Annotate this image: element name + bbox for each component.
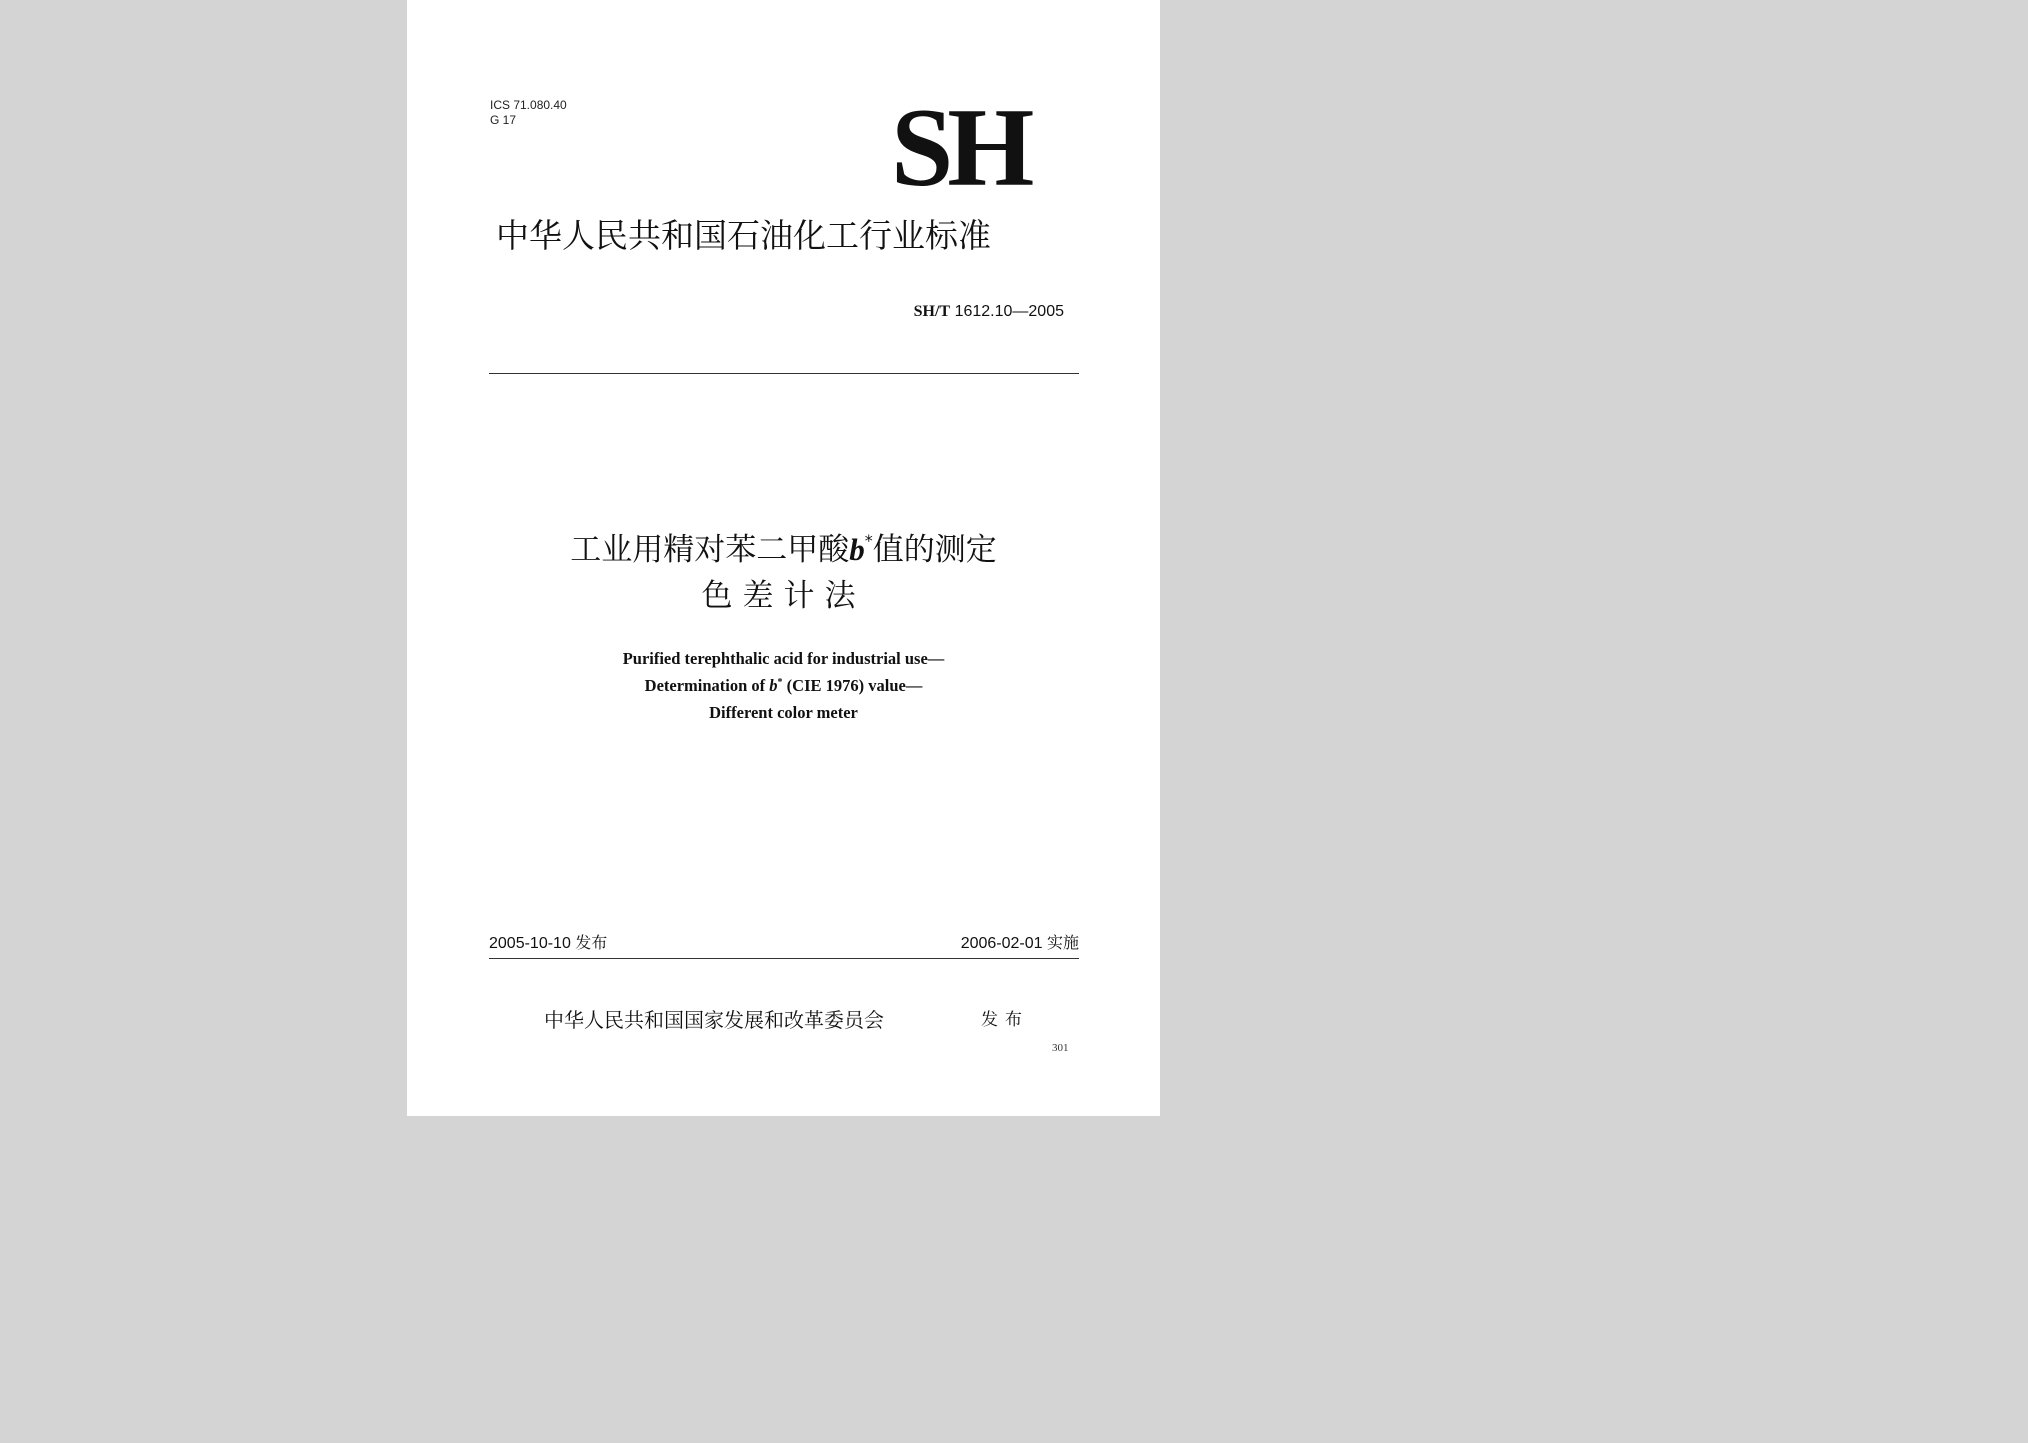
publish-label: 发布 xyxy=(981,1010,1029,1030)
english-title-line-1: Purified terephthalic acid for industrial use— xyxy=(622,649,945,668)
chinese-title-line-2: 色差计法 xyxy=(701,578,866,614)
english-title-line-2-suffix: (CIE 1976) value— xyxy=(786,676,923,695)
english-b-superscript: * xyxy=(777,677,783,688)
english-title xyxy=(407,645,1160,726)
ccs-code: G 17 xyxy=(490,113,517,127)
english-title-line-2-prefix: Determination of xyxy=(644,676,766,695)
date-row xyxy=(489,933,1079,955)
effective-date: 2006-02-01 实施 xyxy=(960,935,1079,952)
document-page xyxy=(407,0,1160,1116)
standard-number xyxy=(914,302,1064,322)
issue-date: 2005-10-10 发布 xyxy=(489,935,608,952)
chinese-title-prefix: 工业用精对苯二甲酸 xyxy=(570,532,850,568)
standard-prefix: SH/T xyxy=(913,303,951,320)
b-star-superscript: * xyxy=(864,531,873,550)
top-divider xyxy=(489,373,1079,374)
publisher-name: 中华人民共和国国家发展和改革委员会 xyxy=(544,1008,884,1032)
standard-code: 1612.10—2005 xyxy=(954,303,1064,320)
english-b-symbol: b xyxy=(769,676,778,695)
chinese-title-suffix: 值的测定 xyxy=(872,532,997,568)
english-title-line-2 xyxy=(407,672,1160,699)
english-title-line-3: Different color meter xyxy=(709,703,858,722)
b-star-symbol: b xyxy=(849,532,865,567)
page-number: 301 xyxy=(1052,1042,1069,1054)
sh-logo: SH xyxy=(891,86,1029,210)
ics-code: ICS 71.080.40 xyxy=(490,98,567,112)
classification-codes xyxy=(490,98,567,128)
chinese-title-line-1 xyxy=(407,528,1160,572)
standard-category-title: 中华人民共和国石油化工行业标准 xyxy=(496,216,991,255)
bottom-divider xyxy=(489,958,1079,959)
